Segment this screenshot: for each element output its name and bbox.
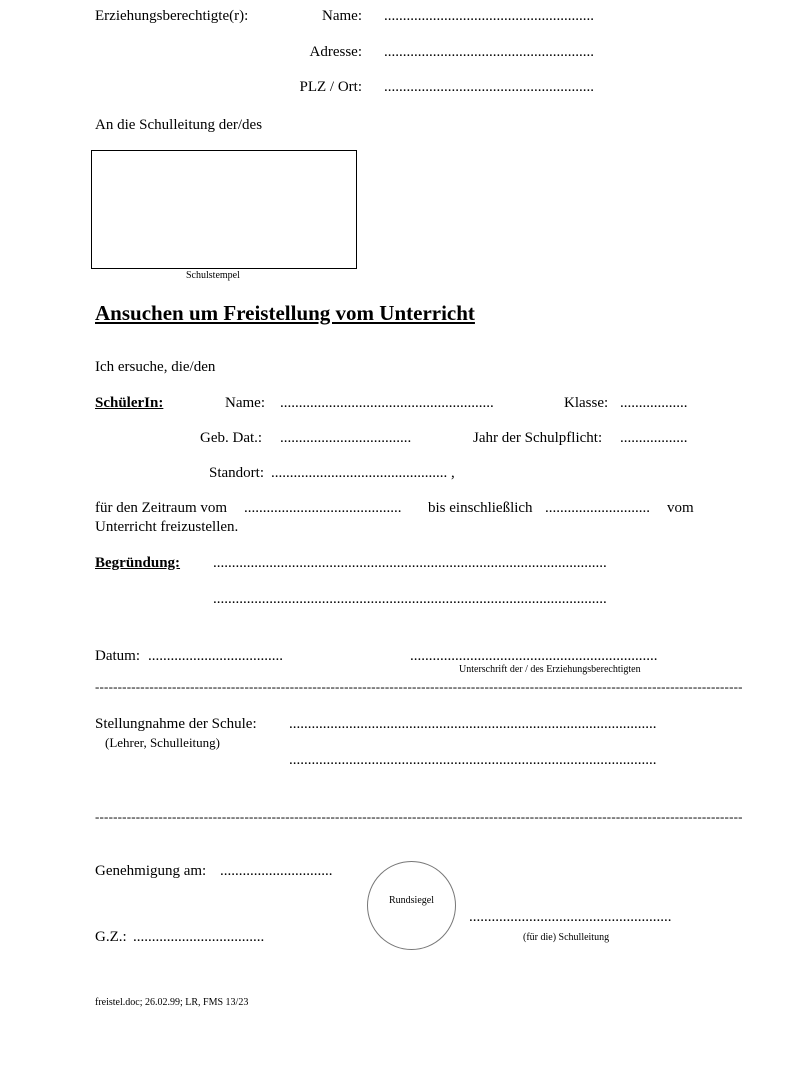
birth-date-label: Geb. Dat.: <box>200 430 263 446</box>
guardian-city-label: PLZ / Ort: <box>299 79 362 95</box>
guardian-city-field[interactable]: ........................................................ <box>384 79 594 95</box>
guardian-address-field[interactable]: ........................................................ <box>384 44 594 60</box>
birth-date-field[interactable]: ................................... <box>280 430 412 446</box>
location-field[interactable]: ............................................... , <box>271 465 455 481</box>
principal-signature-field[interactable]: ...................................................... <box>469 909 672 925</box>
separator-line: ----------------------------------------------------------------------------------------------------------------------------------------------- <box>95 680 743 694</box>
guardian-signature-caption: Unterschrift der / des Erziehungsberechtigten <box>459 664 641 675</box>
guardian-name-field[interactable]: ........................................................ <box>384 8 594 24</box>
school-stamp-box <box>91 150 357 269</box>
reason-line-2[interactable]: ......................................................................................................... <box>213 591 607 607</box>
student-name-field[interactable]: ......................................................... <box>280 395 494 411</box>
separator-line: ----------------------------------------------------------------------------------------------------------------------------------------------- <box>95 810 743 824</box>
date-field[interactable]: .................................... <box>148 648 283 664</box>
period-to-label: bis einschließlich <box>428 500 533 516</box>
addressee-text: An die Schulleitung der/des <box>95 117 263 133</box>
school-year-label: Jahr der Schulpflicht: <box>473 430 603 446</box>
round-seal-label: Rundsiegel <box>389 895 434 906</box>
period-from-label: für den Zeitraum vom <box>95 500 228 516</box>
request-intro: Ich ersuche, die/den <box>95 359 216 375</box>
school-statement-sublabel: (Lehrer, Schulleitung) <box>105 735 220 750</box>
reason-label: Begründung: <box>95 555 181 571</box>
reason-line-1[interactable]: ......................................................................................................... <box>213 555 607 571</box>
guardian-address-label: Adresse: <box>309 44 362 60</box>
principal-signature-caption: (für die) Schulleitung <box>523 932 610 943</box>
footer-doc-info: freistel.doc; 26.02.99; LR, FMS 13/23 <box>95 997 249 1008</box>
student-name-label: Name: <box>225 395 265 411</box>
approval-label: Genehmigung am: <box>95 863 207 879</box>
student-label: SchülerIn: <box>95 395 164 411</box>
date-label: Datum: <box>95 648 140 664</box>
period-from-field[interactable]: .......................................... <box>244 500 402 516</box>
location-label: Standort: <box>209 465 264 481</box>
period-end-text: vom <box>667 500 694 516</box>
period-to-field[interactable]: ............................ <box>545 500 650 516</box>
guardian-label: Erziehungsberechtigte(r): <box>95 8 249 24</box>
guardian-signature-field[interactable]: .................................................................. <box>410 648 658 664</box>
class-label: Klasse: <box>564 395 609 411</box>
school-statement-line-2[interactable]: .................................................................................................. <box>289 752 657 768</box>
reference-number-label: G.Z.: <box>95 929 127 945</box>
approval-date-field[interactable]: .............................. <box>220 863 333 879</box>
school-statement-line-1[interactable]: .................................................................................................. <box>289 716 657 732</box>
guardian-name-label: Name: <box>322 8 362 24</box>
class-field[interactable]: .................. <box>620 395 688 411</box>
reference-number-field[interactable]: ................................... <box>133 929 265 945</box>
school-year-field[interactable]: .................. <box>620 430 688 446</box>
school-stamp-caption: Schulstempel <box>186 270 240 281</box>
page-title: Ansuchen um Freistellung vom Unterricht <box>95 301 475 325</box>
school-statement-label: Stellungnahme der Schule: <box>95 716 257 732</box>
period-line2-text: Unterricht freizustellen. <box>95 519 239 535</box>
